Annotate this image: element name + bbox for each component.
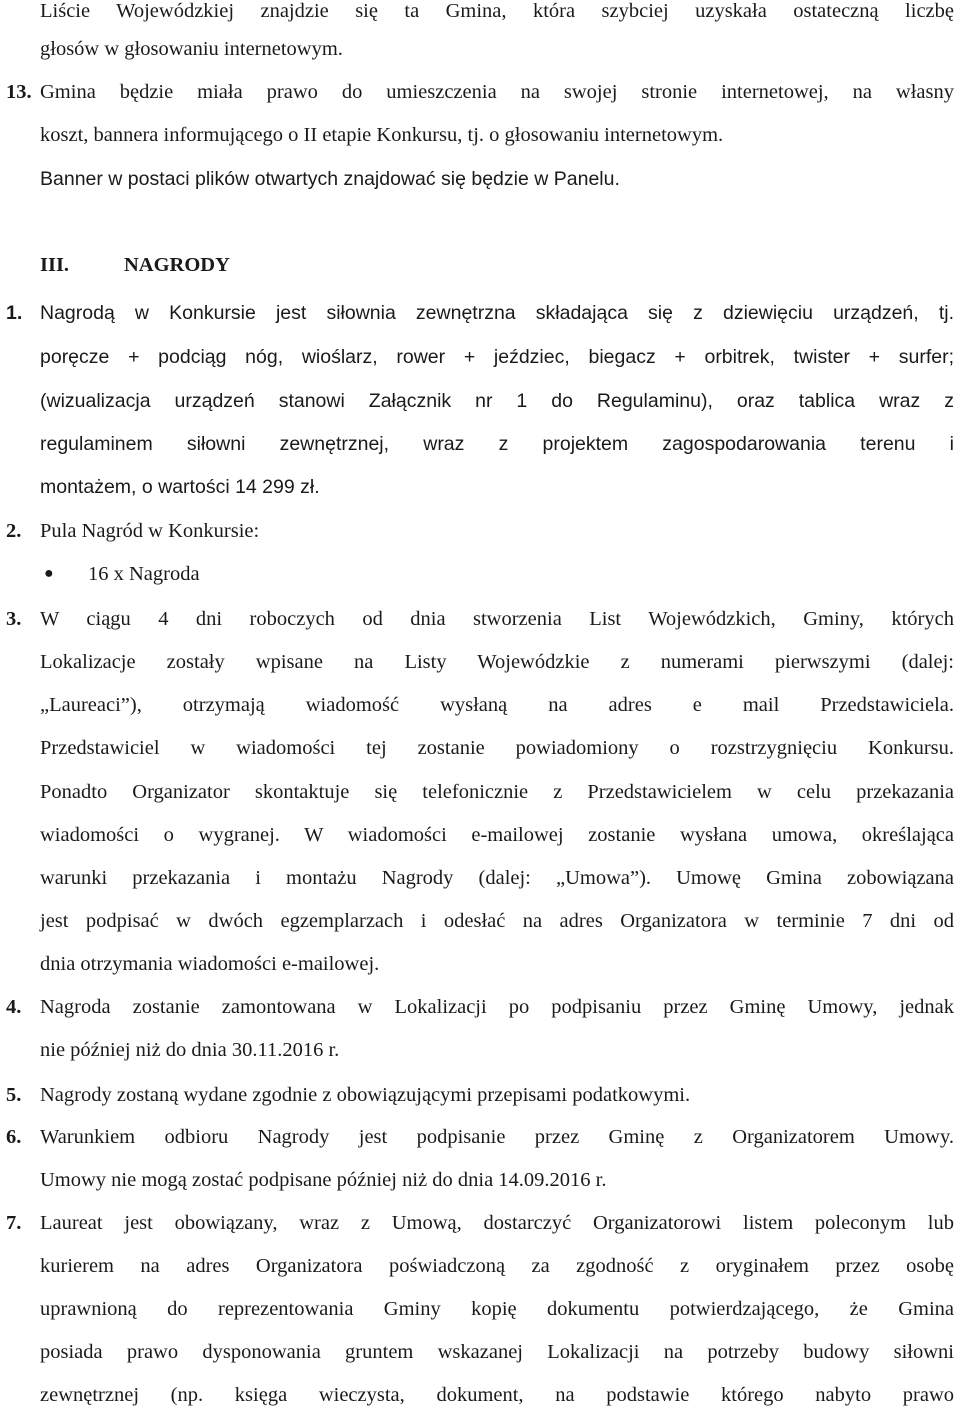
line-text: Przedstawiciel w wiadomości tej zostanie powiadomiony o rozstrzygnięciu Konkursu.	[40, 737, 954, 759]
item-number: III.	[40, 254, 70, 276]
line-text: Nagroda zostanie zamontowana w Lokalizacji po podpisaniu przez Gminę Umowy, jednak	[40, 996, 954, 1018]
line-text: poręcze + podciąg nóg, wioślarz, rower + jeździec, biegacz + orbitrek, twister + surfer;	[40, 346, 954, 368]
line-text: Umowy nie mogą zostać podpisane później niż do dnia 14.09.2016 r.	[40, 1169, 607, 1191]
line-text: posiada prawo dysponowania gruntem wskazanej Lokalizacji na potrzeby budowy siłowni	[40, 1341, 954, 1363]
item-number: 2.	[6, 520, 22, 542]
line-text: wiadomości o wygranej. W wiadomości e-mailowej zostanie wysłana umowa, określająca	[40, 824, 954, 846]
line-text: Gmina będzie miała prawo do umieszczenia na swojej stronie internetowej, na własny	[40, 81, 954, 103]
line-text: warunki przekazania i montażu Nagrody (dalej: „Umowa”). Umowę Gmina zobowiązana	[40, 867, 954, 889]
item-number: 1.	[6, 302, 23, 324]
line-text: koszt, bannera informującego o II etapie Konkursu, tj. o głosowaniu internetowym.	[40, 124, 724, 146]
line-text: (wizualizacja urządzeń stanowi Załącznik nr 1 do Regulaminu), oraz tablica wraz z	[40, 390, 954, 412]
line-text: montażem, o wartości 14 299 zł.	[40, 476, 320, 498]
item-number: 5.	[6, 1084, 22, 1106]
line-text: Banner w postaci plików otwartych znajdować się będzie w Panelu.	[40, 168, 620, 190]
line-text: Nagrody zostaną wydane zgodnie z obowiązującymi przepisami podatkowymi.	[40, 1084, 691, 1106]
line-text: dnia otrzymania wiadomości e-mailowej.	[40, 953, 380, 975]
item-number: 3.	[6, 608, 22, 630]
line-text: kurierem na adres Organizatora poświadczoną za zgodność z oryginałem przez osobę	[40, 1255, 954, 1277]
bullet-icon: ●	[44, 565, 54, 582]
line-text: NAGRODY	[124, 254, 230, 276]
line-text: jest podpisać w dwóch egzemplarzach i odesłać na adres Organizatora w terminie 7 dni od	[40, 910, 954, 932]
line-text: zewnętrznej (np. księga wieczysta, dokument, na podstawie którego nabyto prawo	[40, 1384, 954, 1406]
line-text: Warunkiem odbioru Nagrody jest podpisanie przez Gminę z Organizatorem Umowy.	[40, 1126, 954, 1148]
line-text: regulaminem siłowni zewnętrznej, wraz z projektem zagospodarowania terenu i	[40, 433, 954, 455]
item-number: 13.	[6, 81, 32, 103]
line-text: Liście Wojewódzkiej znajdzie się ta Gmina, która szybciej uzyskała ostateczną liczbę	[40, 0, 954, 22]
line-text: Nagrodą w Konkursie jest siłownia zewnętrzna składająca się z dziewięciu urządzeń, tj.	[40, 302, 954, 324]
line-text: Pula Nagród w Konkursie:	[40, 520, 260, 542]
line-text: Laureat jest obowiązany, wraz z Umową, dostarczyć Organizatorowi listem poleconym lub	[40, 1212, 954, 1234]
line-text: uprawnioną do reprezentowania Gminy kopię dokumentu potwierdzającego, że Gmina	[40, 1298, 954, 1320]
item-number: 7.	[6, 1212, 22, 1234]
line-text: Ponadto Organizator skontaktuje się telefonicznie z Przedstawicielem w celu przekazania	[40, 781, 954, 803]
line-text: głosów w głosowaniu internetowym.	[40, 38, 343, 60]
item-number: 4.	[6, 996, 22, 1018]
line-text: Lokalizacje zostały wpisane na Listy Wojewódzkie z numerami pierwszymi (dalej:	[40, 651, 954, 673]
line-text: nie później niż do dnia 30.11.2016 r.	[40, 1039, 340, 1061]
item-number: 6.	[6, 1126, 22, 1148]
line-text: „Laureaci”), otrzymają wiadomość wysłaną na adres e mail Przedstawiciela.	[40, 694, 954, 716]
line-text: W ciągu 4 dni roboczych od dnia stworzenia List Wojewódzkich, Gminy, których	[40, 608, 954, 630]
line-text: 16 x Nagroda	[88, 563, 200, 585]
